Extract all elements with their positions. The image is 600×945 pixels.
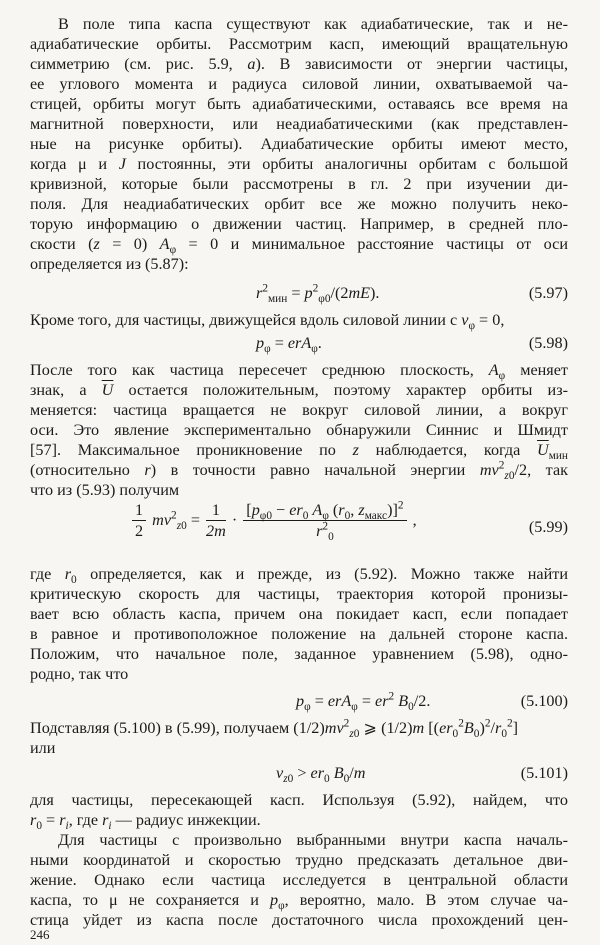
equation-body: $\frac{1}{2}$ $mv^2_{z0}$ = $\frac{1}{2m}$ · $\frac{[p_{\varphi 0} - er_0 A_\varphi (r_0, z_{макс})]^2}{r^2_0}$ , xyxy=(130,500,417,541)
text-line: критическую скорость для частицы, траектория которой пронизы- xyxy=(30,585,568,603)
text-line: определяется из (5.87): xyxy=(30,255,189,273)
equation-body: $r^2_{мин} = p^2_{\varphi 0}/(2mE)$. xyxy=(256,282,380,306)
equation-body: $p_\varphi = erA_\varphi = er^2$ $B_0/2$. xyxy=(296,690,431,714)
text-line: вает всю область каспа, причем она покидает касп, если попадает xyxy=(30,605,568,623)
text-line: [57]. Максимальное проникновение по z наблюдается, когда $\overline{U}_{мин}$ xyxy=(30,441,568,463)
text-line: $r_0 = r_i$, где $r_i$ — радиус инжекции. xyxy=(30,811,261,833)
text-line: торую информацию о движении частиц. Например, в средней пло- xyxy=(30,215,568,233)
text-line: меняется: частица вращается не вокруг силовой линии, а вокруг xyxy=(30,401,568,419)
equation-number: (5.100) xyxy=(520,692,568,710)
text-line: Положим, что начальное поле, заданное уравнением (5.98), одно- xyxy=(30,645,568,663)
text-line: магнитной поверхности, или неадиабатическими (как представлен- xyxy=(30,115,568,133)
text-line: ными координатой и скоростью трудно предсказать детальное дви- xyxy=(30,851,568,869)
text-line: стицей, орбиты могут быть адиабатическими, оставаясь все время на xyxy=(30,95,568,113)
text-line: стица уйдет из каспа после достаточного числа прохождений цен- xyxy=(30,911,568,929)
text-line: (относительно r) в точности равно начальной энергии $mv^2_{z0}/2$, так xyxy=(30,459,568,483)
text-line: знак, а $\overline{U}$ остается положительным, поэтому характер орбиты из- xyxy=(30,381,568,399)
page-number: 246 xyxy=(30,927,50,942)
text-line: родно, так что xyxy=(30,665,129,683)
text-line: жение. Однако если частица исследуется в центральной области xyxy=(30,871,568,889)
text-line: После того как частица пересечет среднюю плоскость, $A_\varphi$ меняет xyxy=(30,361,568,383)
text-line: где $r_0$ определяется, как и прежде, из (5.92). Можно также найти xyxy=(30,565,568,587)
text-line: Кроме того, для частицы, движущейся вдоль силовой линии с $v_\varphi = 0$, xyxy=(30,311,505,333)
text-line: ные на рисунке орбиты). Адиабатические орбиты имеют место, xyxy=(30,135,568,153)
text-line: что из (5.93) получим xyxy=(30,481,180,499)
text-line: симметрию (см. рис. 5.9, а). В зависимости от энергии частицы, xyxy=(30,55,568,73)
text-line: кривизной, которые были рассмотрены в гл. 2 при изучении ди- xyxy=(30,175,568,193)
text-line: адиабатические орбиты. Рассмотрим касп, имеющий вращательную xyxy=(30,35,568,53)
equation-body: $v_{z0} > er_0$ $B_0/m$ xyxy=(276,764,366,786)
equation-number: (5.99) xyxy=(528,518,568,536)
equation-number: (5.101) xyxy=(520,764,568,782)
equation-body: $p_\varphi = erA_\varphi$. xyxy=(256,334,322,356)
text-line: скости (z = 0) $A_\varphi = 0$ и минимальное расстояние частицы от оси xyxy=(30,235,568,257)
text-line: оси. Это явление экспериментально обнаружили Синнис и Шмидт xyxy=(30,421,568,439)
text-line: В поле типа каспа существуют как адиабатические, так и не- xyxy=(58,15,568,33)
text-line: или xyxy=(30,739,56,757)
text-line: для частицы, пересекающей касп. Используя (5.92), найдем, что xyxy=(30,791,568,809)
equation-number: (5.97) xyxy=(528,284,568,302)
text-line: в равное и противоположное положение на дальней стороне каспа. xyxy=(30,625,568,643)
text-line: Подставляя (5.100) в (5.99), получаем $(1/2)mv^2_{z0}$ ⩾ (1/2)m $[(er_0^2B_0)^2/r_0^2]$ xyxy=(30,717,519,741)
text-line: когда μ и J постоянны, эти орбиты аналогичны орбитам с большой xyxy=(30,155,568,173)
equation-number: (5.98) xyxy=(528,334,568,352)
text-line: ее углового момента и радиуса силовой линии, охватываемой ча- xyxy=(30,75,568,93)
equation-5-99 xyxy=(30,500,568,560)
text-line: поля. Для неадиабатических орбит все же можно получить неко- xyxy=(30,195,568,213)
text-line: каспа, то μ не сохраняется и $p_\varphi$, вероятно, мало. В этом случае ча- xyxy=(30,891,568,913)
text-line: Для частицы с произвольно выбранными внутри каспа началь- xyxy=(58,831,568,849)
